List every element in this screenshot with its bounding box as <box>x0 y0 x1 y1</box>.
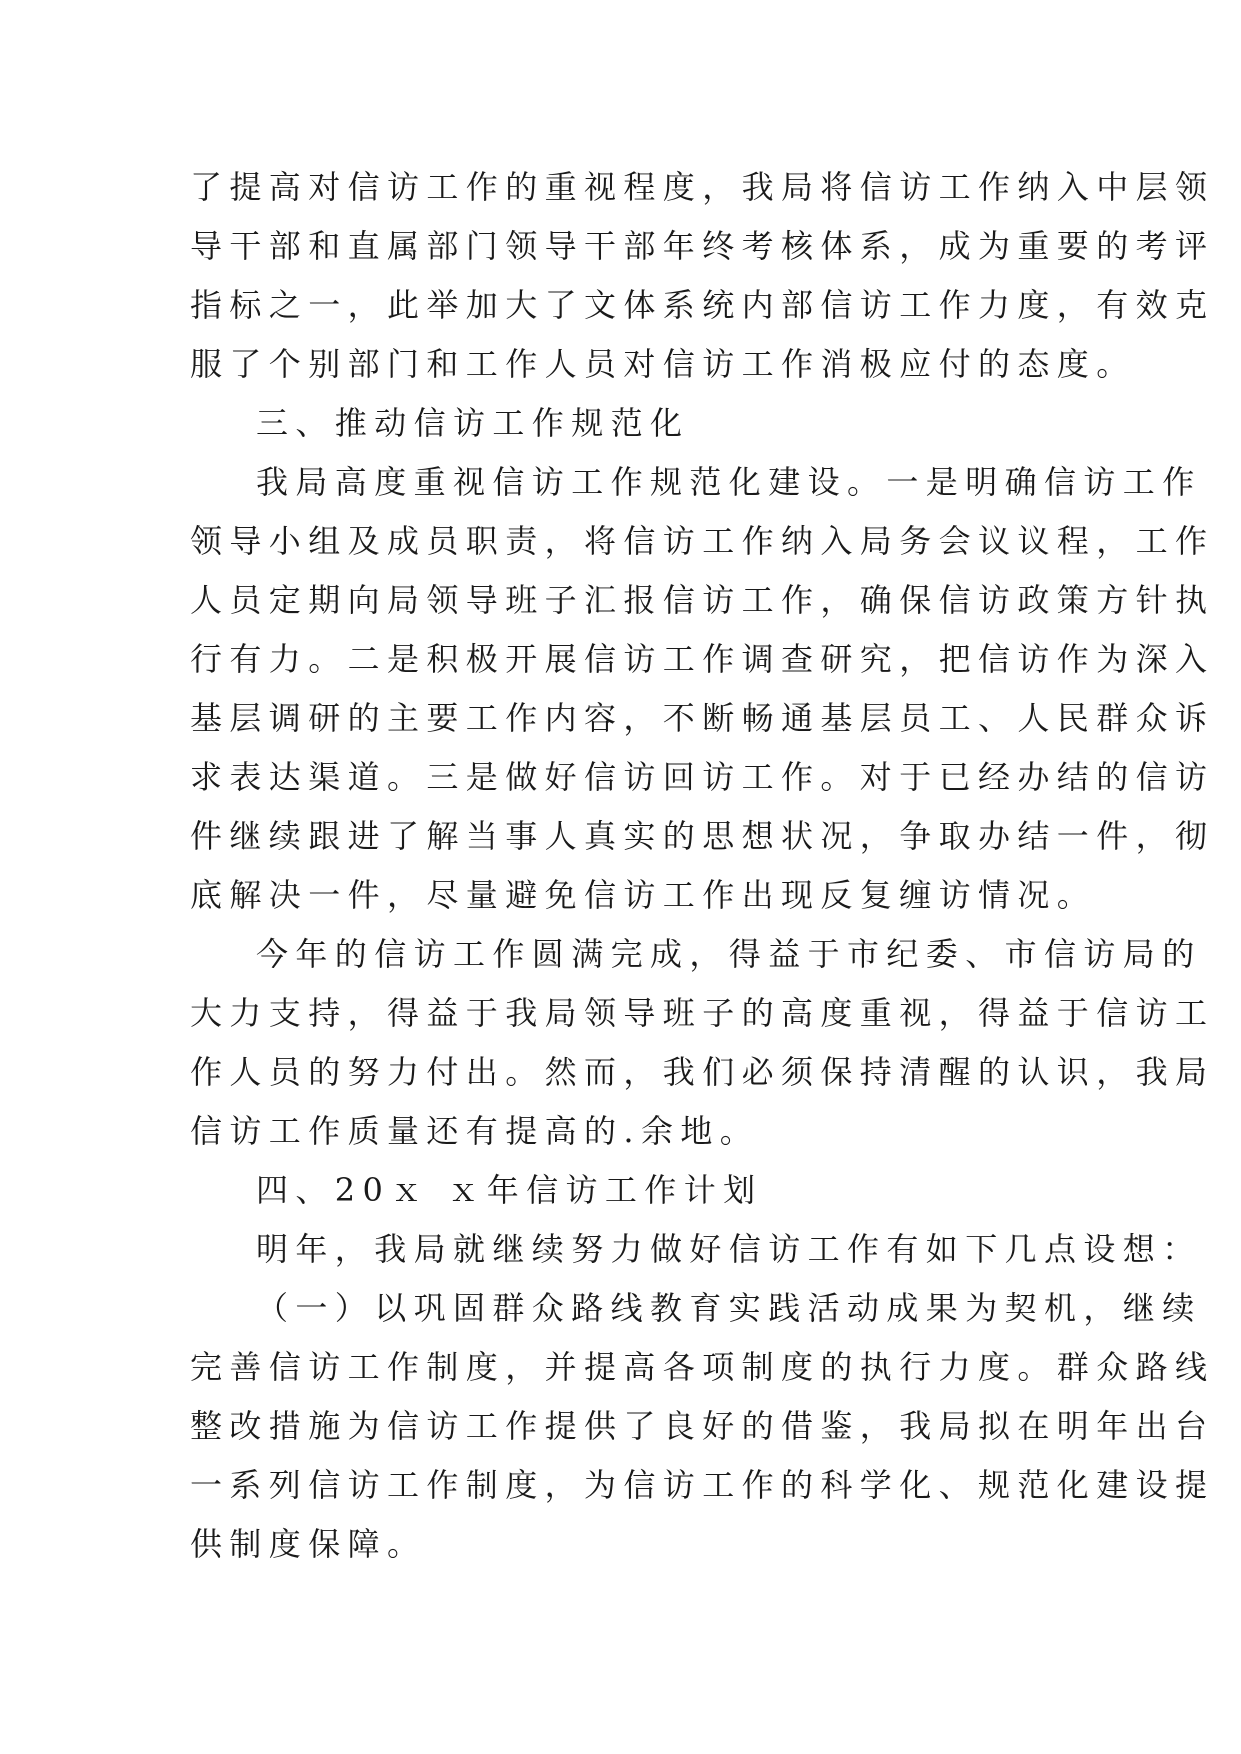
paragraph-start: 我局高度重视信访工作规范化建设。一是明确信访工作 <box>256 463 1202 501</box>
paragraph-start: 明年，我局就继续努力做好信访工作有如下几点设想： <box>256 1230 1202 1268</box>
paragraph-start: 今年的信访工作圆满完成，得益于市纪委、市信访局的 <box>256 935 1202 973</box>
document-body <box>190 158 1215 1574</box>
numbered-item-start: （一）以巩固群众路线教育实践活动成果为契机，继续 <box>256 1289 1202 1327</box>
body-line: 人员定期向局领导班子汇报信访工作，确保信访政策方针执 <box>190 581 1215 619</box>
body-line: 求表达渠道。三是做好信访回访工作。对于已经办结的信访 <box>190 758 1215 796</box>
body-line: 底解决一件，尽量避免信访工作出现反复缠访情况。 <box>190 876 1097 914</box>
body-line: 大力支持，得益于我局领导班子的高度重视，得益于信访工 <box>190 994 1215 1032</box>
body-line: 整改措施为信访工作提供了良好的借鉴，我局拟在明年出台 <box>190 1407 1215 1445</box>
body-line: 服了个别部门和工作人员对信访工作消极应付的态度。 <box>190 345 1136 383</box>
body-line: 供制度保障。 <box>190 1525 427 1563</box>
body-line: 了提高对信访工作的重视程度，我局将信访工作纳入中层领 <box>190 168 1215 206</box>
section-heading: 三、推动信访工作规范化 <box>256 404 690 442</box>
body-line: 作人员的努力付出。然而，我们必须保持清醒的认识，我局 <box>190 1053 1215 1091</box>
body-line: 基层调研的主要工作内容，不断畅通基层员工、人民群众诉 <box>190 699 1215 737</box>
body-line: 信访工作质量还有提高的.余地。 <box>190 1112 760 1150</box>
body-line: 件继续跟进了解当事人真实的思想状况，争取办结一件，彻 <box>190 817 1215 855</box>
body-line: 行有力。二是积极开展信访工作调查研究，把信访作为深入 <box>190 640 1215 678</box>
body-line: 完善信访工作制度，并提高各项制度的执行力度。群众路线 <box>190 1348 1215 1386</box>
body-line: 导干部和直属部门领导干部年终考核体系，成为重要的考评 <box>190 227 1215 265</box>
section-heading: 四、20ｘ ｘ年信访工作计划 <box>256 1171 763 1209</box>
body-line: 指标之一，此举加大了文体系统内部信访工作力度，有效克 <box>190 286 1215 324</box>
body-line: 领导小组及成员职责，将信访工作纳入局务会议议程，工作 <box>190 522 1215 560</box>
body-line: 一系列信访工作制度，为信访工作的科学化、规范化建设提 <box>190 1466 1215 1504</box>
